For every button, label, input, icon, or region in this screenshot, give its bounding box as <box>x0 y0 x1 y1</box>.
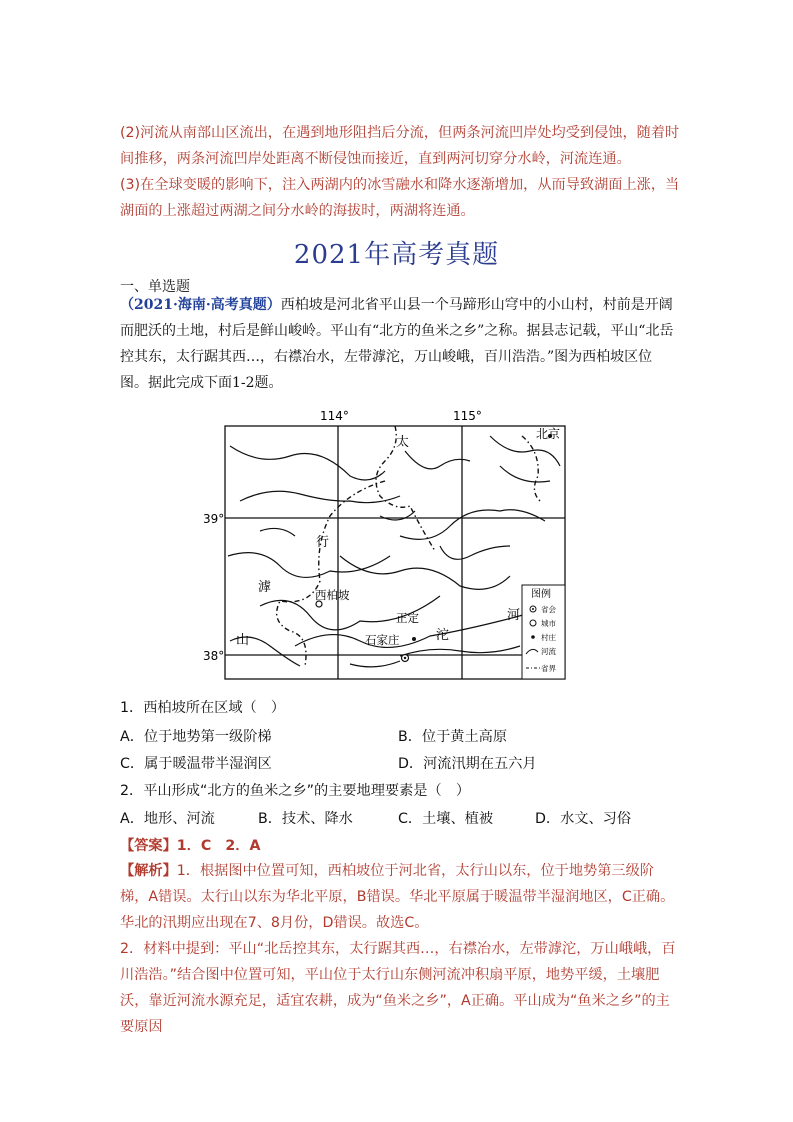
label-hang: 行 <box>316 535 330 550</box>
q2-option-a: A．地形、河流 <box>120 811 215 827</box>
label-shan: 山 <box>236 633 250 648</box>
q1-option-d: D．河流汛期在五六月 <box>398 756 537 772</box>
q2-stem: 2．平山形成“北方的鱼米之乡”的主要地理要素是（ ） <box>120 783 471 799</box>
legend-city: 城市 <box>541 619 556 628</box>
q1-option-c: C．属于暖温带半湿润区 <box>120 756 272 772</box>
prev-answer-2: (2)河流从南部山区流出，在遇到地形阻挡后分流，但两条河流凹岸处均受到侵蚀，随着时间推移，两条河流凹岸处距离不断侵蚀而接近，直到两河切穿分水岭，河流连通。 <box>120 125 680 167</box>
analysis-1 <box>120 858 680 936</box>
lat-label-39: 39° <box>203 512 225 526</box>
q2-option-c: C．土壤、植被 <box>398 811 494 827</box>
lon-label-115: 115° <box>453 409 482 423</box>
source-tag: （2021·海南·高考真题） <box>120 297 281 313</box>
answer-label: 【答案】 <box>120 838 177 854</box>
label-shijiazhuang: 石家庄 <box>365 633 400 647</box>
label-tai: 太 <box>396 435 410 450</box>
prev-answer-3: (3)在全球变暖的影响下，注入两湖内的冰雪融水和降水逐渐增加，从而导致湖面上涨，当湖面的上涨超过两湖之间分水岭的海拔时，两湖将连通。 <box>120 177 680 219</box>
section-heading: 一、单选题 <box>120 279 190 295</box>
page-title: 2021年高考真题 <box>293 240 500 270</box>
legend-border: 省界 <box>541 664 556 673</box>
q2-option-b: B．技术、降水 <box>258 811 353 827</box>
xibaipo-location-map <box>200 406 590 682</box>
legend-river: 河流 <box>541 647 556 656</box>
analysis-1-text: 1．根据图中位置可知，西柏坡位于河北省，太行山以东，位于地势第三级阶梯，A错误。太行山以东为华北平原，B错误。华北平原属于暖温带半湿润地区，C正确。华北的汛期应出现在7、8月份，D错误。故选C。 <box>120 863 675 931</box>
q1-option-b: B．位于黄土高原 <box>398 729 508 745</box>
label-zhengding: 正定 <box>396 611 419 625</box>
answer-line <box>120 835 260 855</box>
lon-label-114: 114° <box>320 409 349 423</box>
q1-option-a: A．位于地势第一级阶梯 <box>120 729 272 745</box>
q1-stem: 1．西柏坡所在区域（ ） <box>120 700 286 716</box>
lat-label-38: 38° <box>203 649 225 663</box>
answer-text: 1．C 2．A <box>176 838 261 854</box>
label-hu: 滹 <box>258 580 272 595</box>
village-zhengding-marker <box>412 637 416 641</box>
material-text: 西柏坡是河北省平山县一个马蹄形山穹中的小山村，村前是开阔而肥沃的土地，村后是鲜山峻岭。平山有“北方的鱼米之乡”之称。据县志记载，平山“北岳控其东，太行踞其西…，右襟冶水，左带滹沱，万山峻峨，百川浩浩。”图为西柏坡区位图。据此完成下面1-2题。 <box>120 297 674 391</box>
legend-title: 图例 <box>531 589 551 600</box>
map-legend <box>522 585 565 679</box>
analysis-2: 2．材料中提到：平山“北岳控其东，太行踞其西…，右襟冶水，左带滹沱，万山峨峨，百川浩浩。”结合图中位置可知，平山位于太行山东侧河流冲积扇平原，地势平缓，土壤肥沃，靠近河流水源充足，适宜农耕，成为“鱼米之乡”，A正确。平山成为“鱼米之乡”的主要原因 <box>120 941 676 1035</box>
q2-option-d: D．水文、习俗 <box>535 811 632 827</box>
label-beijing: 北京 <box>535 427 560 441</box>
analysis-label: 【解析】 <box>120 863 177 879</box>
legend-capital: 省会 <box>541 605 556 614</box>
label-tuo: 沱 <box>436 628 450 643</box>
label-xibaipo: 西柏坡 <box>315 588 350 602</box>
label-he: 河 <box>507 608 521 623</box>
legend-village: 村庄 <box>541 633 556 642</box>
material-paragraph <box>120 292 680 396</box>
